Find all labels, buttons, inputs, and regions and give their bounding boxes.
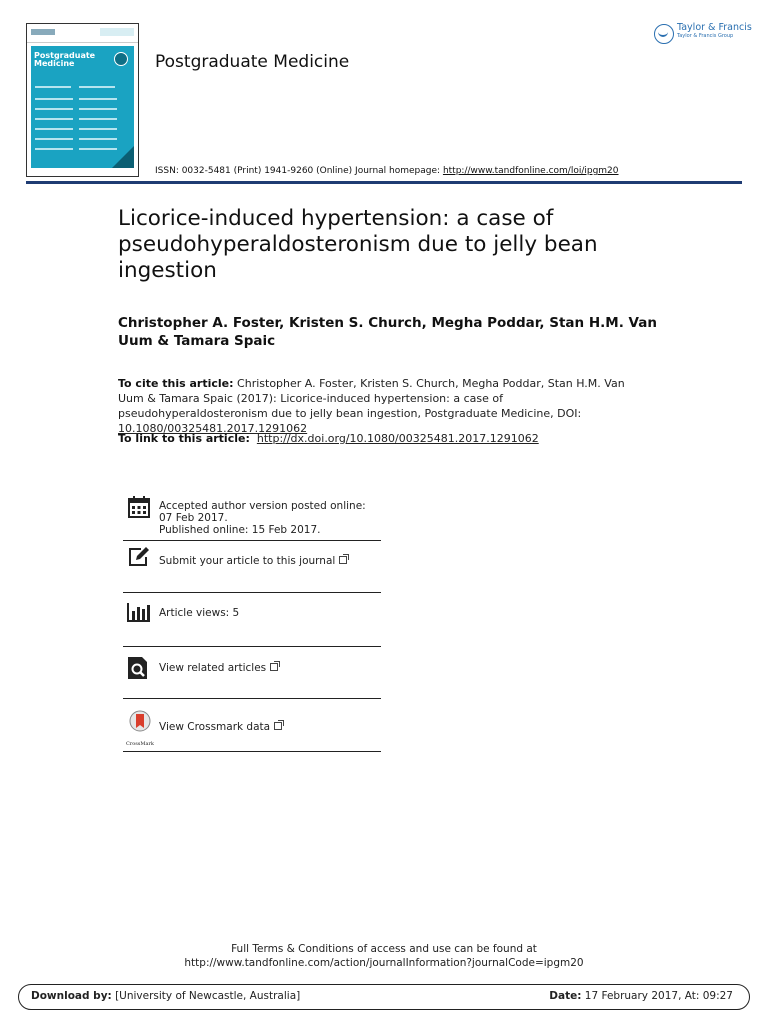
related-articles-link[interactable]: View related articles — [159, 662, 267, 674]
cover-badge — [114, 52, 128, 66]
submit-article-link[interactable]: Submit your article to this journal — [159, 555, 336, 567]
journal-homepage-link[interactable]: http://www.tandfonline.com/loi/ipgm20 — [442, 166, 619, 176]
related-articles-row[interactable] — [123, 647, 381, 699]
crossmark-icon-label: CrossMark — [126, 741, 154, 747]
publisher-name: Taylor & Francis — [677, 22, 752, 33]
cover-line — [79, 118, 117, 120]
cover-volume-strip — [100, 28, 134, 36]
publication-dates-row — [123, 490, 381, 541]
article-title: Licorice-induced hypertension: a case of pseudohyperaldosteronism due to jelly bean ingestion — [118, 206, 598, 283]
external-link-icon — [339, 556, 347, 564]
cover-publisher-logo — [31, 29, 55, 35]
cover-line — [35, 138, 73, 140]
download-by — [31, 990, 300, 1002]
download-label: Download by: — [31, 990, 112, 1002]
terms-line-1: Full Terms & Conditions of access and use can be found at — [231, 943, 537, 955]
date-value: 17 February 2017, At: 09:27 — [584, 990, 733, 1002]
article-url-link[interactable]: http://dx.doi.org/10.1080/00325481.2017.1291062 — [256, 432, 539, 445]
header-divider — [26, 181, 742, 184]
cover-line — [35, 128, 73, 130]
issn-text: ISSN: 0032-5481 (Print) 1941-9260 (Online) Journal homepage: — [155, 166, 441, 176]
crossmark-icon — [127, 710, 153, 740]
cover-line — [35, 98, 73, 100]
external-link-icon — [270, 663, 278, 671]
cover-corner — [112, 146, 134, 168]
published-date: Published online: 15 Feb 2017. — [159, 524, 321, 536]
citation-block — [118, 376, 650, 436]
download-info-bar — [18, 984, 750, 1010]
cover-line — [35, 118, 73, 120]
cover-title: Postgraduate Medicine — [34, 51, 96, 68]
link-block — [118, 431, 539, 446]
article-views: Article views: 5 — [159, 607, 240, 619]
article-views-row — [123, 593, 381, 647]
cover-body — [31, 46, 134, 168]
publisher-logo[interactable] — [654, 22, 752, 44]
accepted-date: Accepted author version posted online: 07 Feb 2017. — [159, 500, 366, 524]
cover-line — [79, 128, 117, 130]
article-authors: Christopher A. Foster, Kristen S. Church, Megha Poddar, Stan H.M. Van Uum & Tamara Spaic — [118, 315, 657, 349]
publisher-subname: Taylor & Francis Group — [677, 33, 734, 39]
link-label: To link to this article: — [118, 432, 250, 445]
cover-line — [35, 148, 73, 150]
taylor-francis-icon — [654, 24, 674, 44]
journal-cover-image — [26, 23, 139, 177]
cover-line — [79, 138, 117, 140]
cover-line — [35, 108, 73, 110]
terms-url[interactable]: http://www.tandfonline.com/action/journalInformation?journalCode=ipgm20 — [184, 957, 584, 969]
cover-header — [27, 24, 138, 43]
journal-title[interactable]: Postgraduate Medicine — [155, 52, 350, 72]
crossmark-row[interactable] — [123, 699, 381, 752]
cover-line — [35, 86, 71, 88]
cover-line — [79, 108, 117, 110]
cover-line — [79, 98, 117, 100]
cite-label: To cite this article: — [118, 377, 234, 390]
doi-link[interactable]: 10.1080/00325481.2017.1291062 — [118, 422, 308, 435]
submit-article-row[interactable] — [123, 541, 381, 593]
download-value: [University of Newcastle, Australia] — [115, 990, 301, 1002]
issn-line — [155, 166, 619, 176]
external-link-icon — [274, 722, 282, 730]
edit-icon — [127, 546, 151, 568]
bar-chart-icon — [127, 602, 151, 622]
calendar-icon — [127, 495, 151, 519]
document-search-icon — [127, 656, 149, 680]
crossmark-link[interactable]: View Crossmark data — [159, 721, 271, 733]
download-date — [549, 990, 733, 1002]
cover-line — [79, 86, 115, 88]
cite-text: Christopher A. Foster, Kristen S. Church, Megha Poddar, Stan H.M. Van Uum & Tamara Spaic (2017): Licorice-induced hypertension: a case of pseudohyperaldosteronism due to jelly bean ingestion, Postgraduate Medicine, DOI: — [118, 377, 625, 420]
article-info-list — [123, 490, 381, 752]
terms-block — [0, 942, 768, 970]
date-label: Date: — [549, 990, 582, 1002]
